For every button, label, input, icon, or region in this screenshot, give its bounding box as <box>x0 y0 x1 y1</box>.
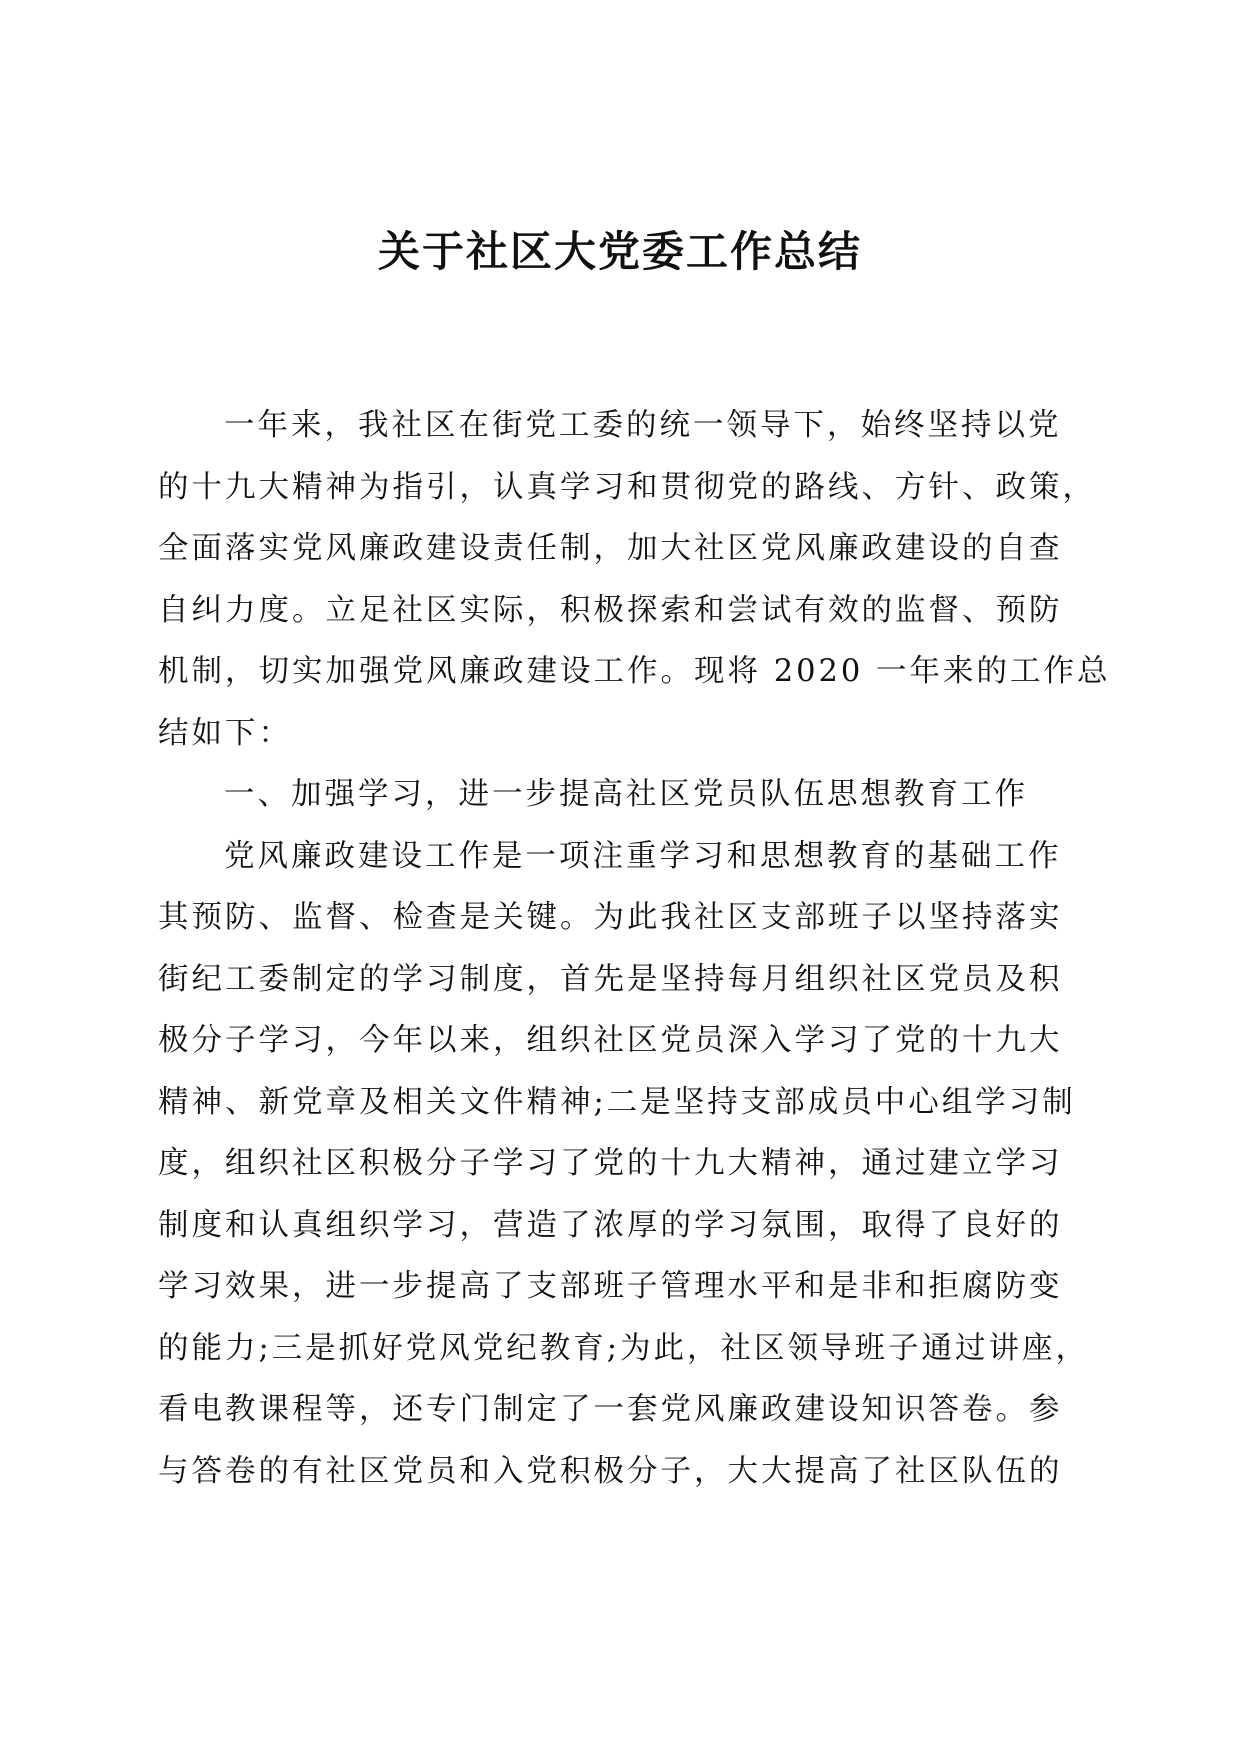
paragraph-1-line-2: 的十九大精神为指引，认真学习和贯彻党的路线、方针、政策， <box>158 469 1096 505</box>
document-title: 关于社区大党委工作总结 <box>377 227 862 276</box>
paragraph-2-line-4: 极分子学习，今年以来，组织社区党员深入学习了党的十九大 <box>158 1023 1063 1058</box>
paragraph-1-line-3: 全面落实党风廉政建设责任制，加大社区党风廉政建设的自查 <box>158 531 1063 566</box>
paragraph-2-line-3: 街纪工委制定的学习制度，首先是坚持每月组织社区党员及积 <box>158 961 1063 997</box>
paragraph-1-line-5: 机制，切实加强党风廉政建设工作。现将 2020 一年来的工作总 <box>158 654 1111 689</box>
paragraph-2-line-6: 度，组织社区积极分子学习了党的十九大精神，通过建立学习 <box>158 1146 1063 1181</box>
paragraph-1-line-6: 结如下： <box>158 715 292 751</box>
paragraph-2-line-11: 与答卷的有社区党员和入党积极分子，大大提高了社区队伍的 <box>158 1453 1063 1489</box>
paragraph-2-line-5: 精神、新党章及相关文件精神;二是坚持支部成员中心组学习制 <box>158 1084 1076 1120</box>
paragraph-2-line-2: 其预防、监督、检查是关键。为此我社区支部班子以坚持落实 <box>158 900 1063 935</box>
document-body <box>158 395 1111 1502</box>
paragraph-2-line-9: 的能力;三是抓好党风党纪教育;为此，社区领导班子通过讲座， <box>158 1330 1090 1366</box>
paragraph-2-line-1: 党风廉政建设工作是一项注重学习和思想教育的基础工作 <box>224 838 1062 874</box>
paragraph-2-line-8: 学习效果，进一步提高了支部班子管理水平和是非和拒腐防变 <box>158 1269 1063 1304</box>
paragraph-2-line-7: 制度和认真组织学习，营造了浓厚的学习氛围，取得了良好的 <box>158 1207 1063 1243</box>
section-heading-1: 一、加强学习，进一步提高社区党员队伍思想教育工作 <box>224 777 1028 812</box>
paragraph-1-line-4: 自纠力度。立足社区实际，积极探索和尝试有效的监督、预防 <box>158 592 1063 628</box>
paragraph-1-line-1: 一年来，我社区在街党工委的统一领导下，始终坚持以党 <box>224 408 1062 443</box>
paragraph-2-line-10: 看电教课程等，还专门制定了一套党风廉政建设知识答卷。参 <box>158 1392 1063 1427</box>
